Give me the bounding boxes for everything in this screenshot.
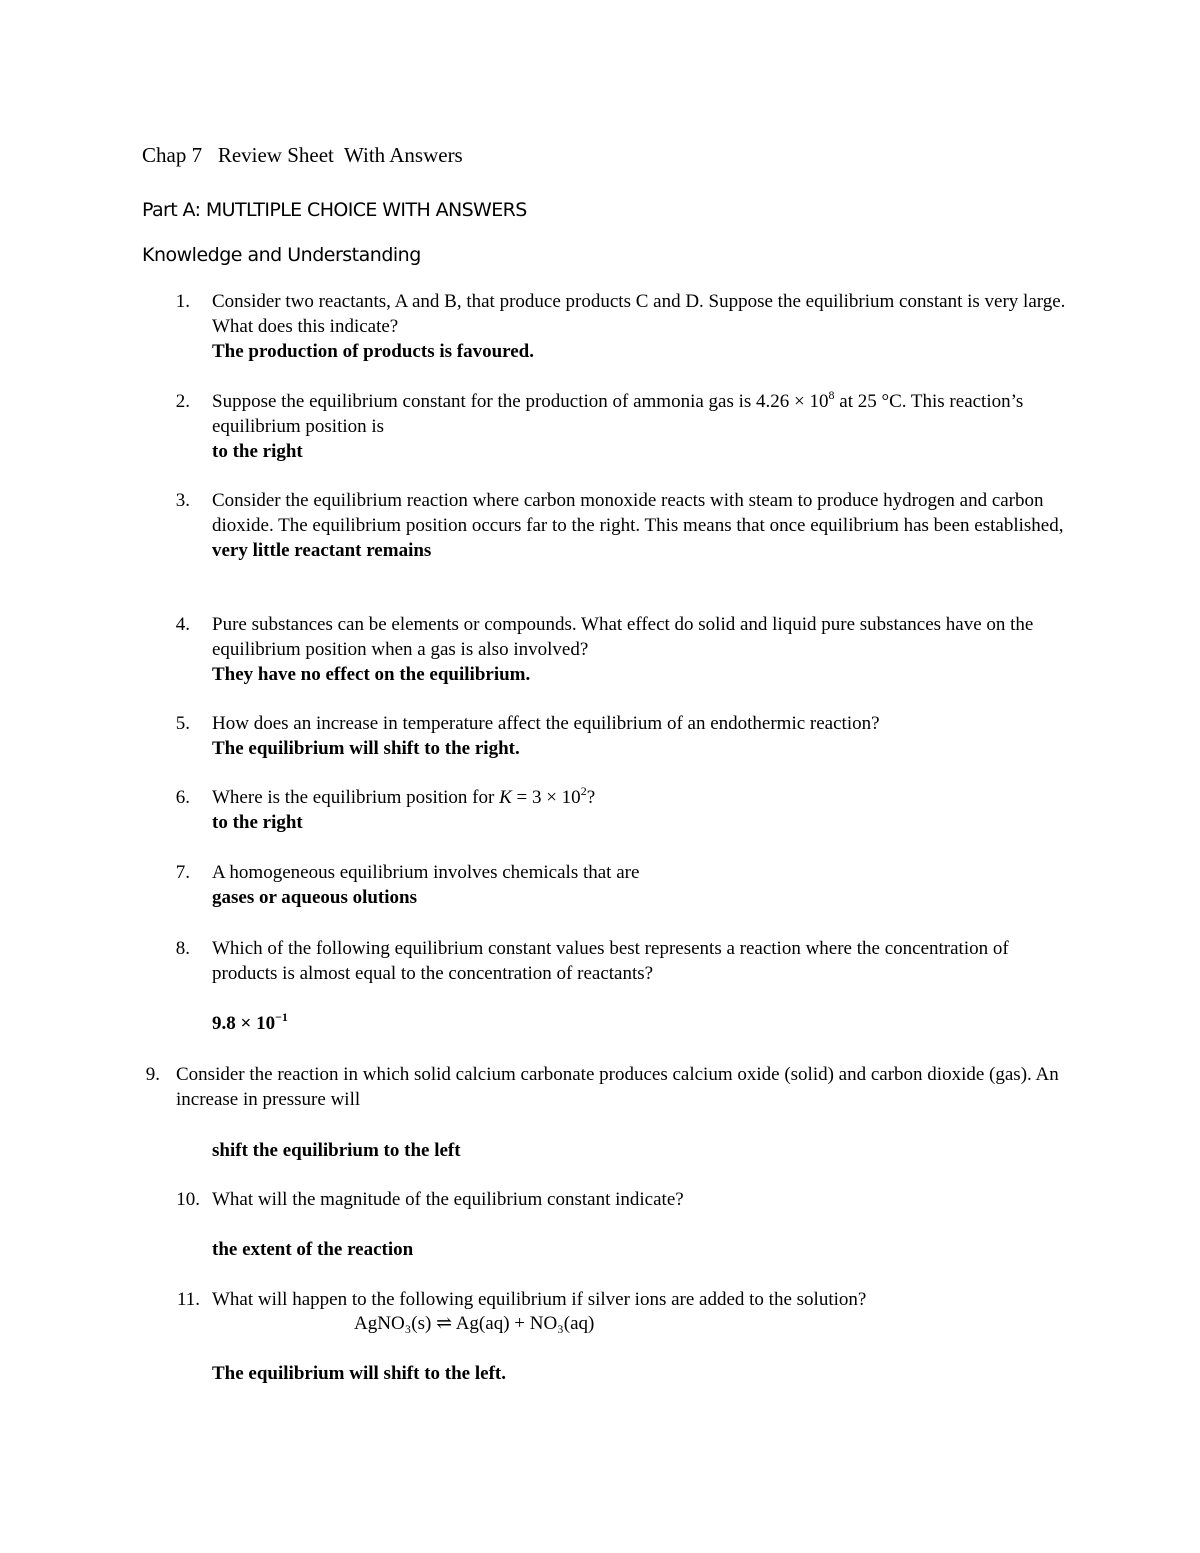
question-text <box>212 936 1072 986</box>
question-text <box>212 289 1072 364</box>
question-prompt: How does an increase in temperature affect the equilibrium of an endothermic reaction? <box>212 713 880 734</box>
question-9-answer: shift the equilibrium to the left <box>212 1140 461 1161</box>
question-text <box>212 711 1072 761</box>
question-prompt: What will happen to the following equilibrium if silver ions are added to the solution? <box>212 1289 867 1310</box>
question-number: 4. <box>175 614 190 635</box>
question-prompt: Consider the reaction in which solid calcium carbonate produces calcium oxide (solid) and carbon dioxide (gas). An increase in pressure will <box>176 1064 1059 1110</box>
question-number: 8. <box>175 938 190 959</box>
question-number: 7. <box>175 862 190 883</box>
question-10-answer: the extent of the reaction <box>212 1239 414 1260</box>
question-text <box>212 860 1072 910</box>
question-text <box>212 612 1072 687</box>
question-answer: to the right <box>212 812 303 833</box>
question-number: 11. <box>176 1289 200 1310</box>
page-title: Chap 7 Review Sheet With Answers <box>142 143 463 167</box>
question-answer: gases or aqueous olutions <box>212 887 418 908</box>
question-number: 9. <box>145 1064 160 1085</box>
question-prompt: What will the magnitude of the equilibrium constant indicate? <box>212 1189 684 1210</box>
question-prompt: A homogeneous equilibrium involves chemicals that are <box>212 862 640 883</box>
question-prompt: Pure substances can be elements or compounds. What effect do solid and liquid pure substances have on the equilibrium position when a gas is also involved? <box>212 614 1034 660</box>
question-number: 3. <box>175 490 190 511</box>
question-number: 1. <box>175 291 190 312</box>
question-answer: The equilibrium will shift to the right. <box>212 738 520 759</box>
part-a-heading: Part A: MUTLTIPLE CHOICE WITH ANSWERS <box>142 199 527 221</box>
question-number: 2. <box>175 391 190 412</box>
question-prompt: Suppose the equilibrium constant for the production of ammonia gas is $4.26 \times 10^8$ at 25 °C. This reaction’s equilibrium position is <box>212 388 1024 437</box>
question-answer: They have no effect on the equilibrium. <box>212 664 531 685</box>
question-11-answer: The equilibrium will shift to the left. <box>212 1363 506 1384</box>
question-number: 6. <box>175 787 190 808</box>
question-prompt: Which of the following equilibrium constant values best represents a reaction where the concentration of products is almost equal to the concentration of reactants? <box>212 938 1009 984</box>
question-text <box>212 785 1072 835</box>
question-answer: very little reactant remains <box>212 540 432 561</box>
question-text <box>212 1287 1072 1312</box>
question-prompt: Consider two reactants, A and B, that produce products C and D. Suppose the equilibrium constant is very large. What does this indicate? <box>212 291 1066 337</box>
chemical-equation: AgNO₃(s) ⇌ Ag(aq) + NO₃(aq) <box>354 1313 595 1334</box>
question-answer: The production of products is favoured. <box>212 341 534 362</box>
question-text <box>176 1062 1066 1112</box>
section-heading: Knowledge and Understanding <box>142 244 421 266</box>
question-text <box>212 389 1072 464</box>
question-prompt: Where is the equilibrium position for $K = 3 \times 10^2$? <box>212 784 596 808</box>
question-number: 10. <box>176 1189 200 1210</box>
question-text <box>212 1187 1072 1212</box>
question-8-answer: $9.8 \times 10^{-1}$ <box>212 1010 288 1034</box>
question-prompt: Consider the equilibrium reaction where carbon monoxide reacts with steam to produce hydrogen and carbon dioxide. The equilibrium position occurs far to the right. This means that once equilibrium has been established, <box>212 490 1064 536</box>
question-number: 5. <box>175 713 190 734</box>
question-answer: to the right <box>212 441 303 462</box>
question-text <box>212 488 1072 563</box>
